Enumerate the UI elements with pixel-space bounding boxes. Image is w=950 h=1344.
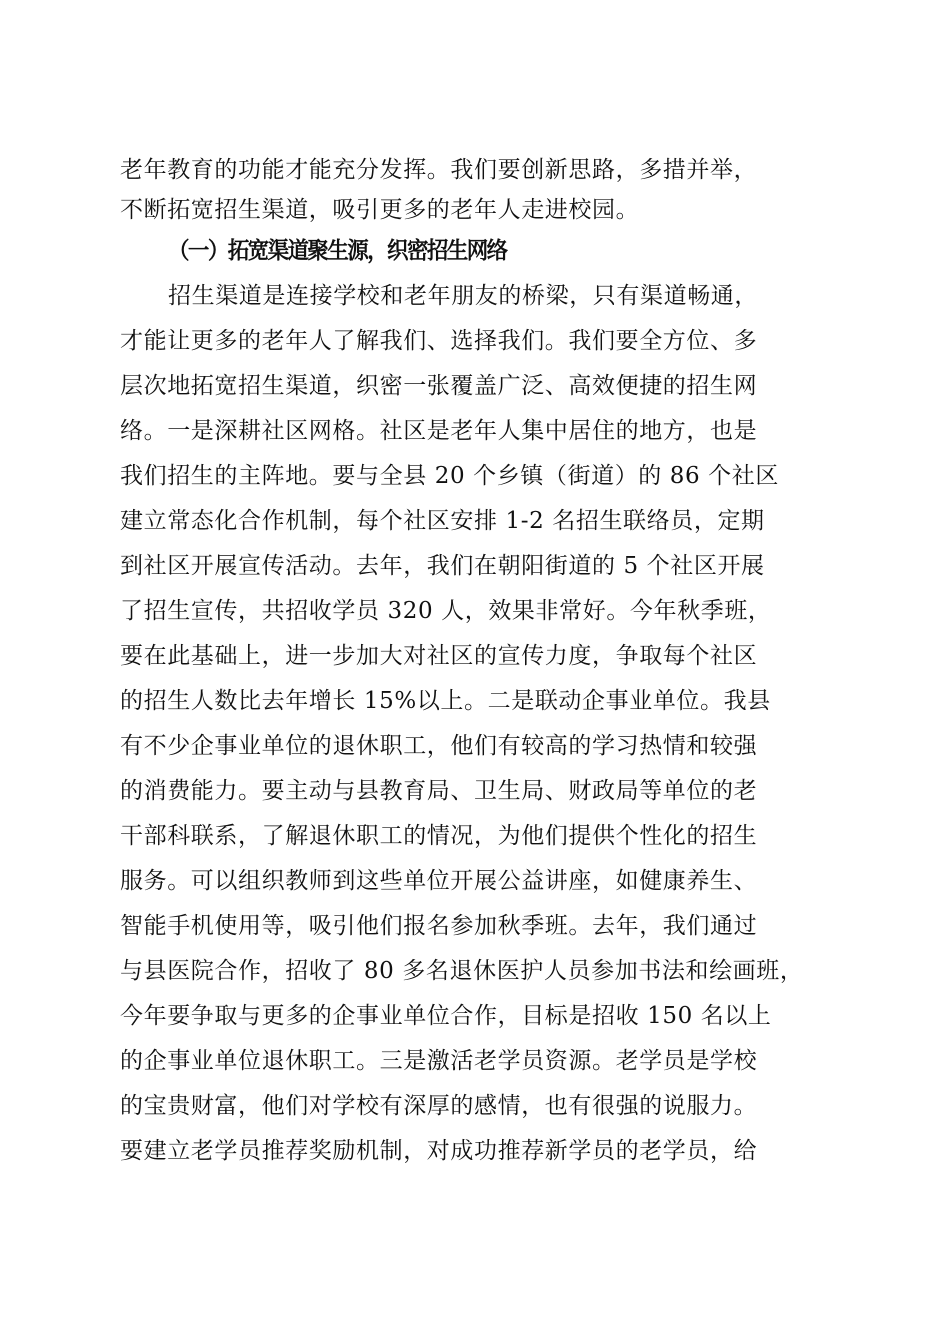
text-line-4: 招生渠道是连接学校和老年朋友的桥梁，只有渠道畅通，: [168, 283, 758, 309]
text-line-19: 与县医院合作，招收了 80 多名退休医护人员参加书法和绘画班，: [120, 958, 804, 984]
section-heading: （一）拓宽渠道聚生源，织密招生网络: [168, 237, 507, 264]
text-line-15: 的消费能力。要主动与县教育局、卫生局、财政局等单位的老: [120, 778, 758, 804]
text-line-12: 要在此基础上，进一步加大对社区的宣传力度，争取每个社区: [120, 643, 758, 669]
text-line-16: 干部科联系，了解退休职工的情况，为他们提供个性化的招生: [120, 823, 758, 849]
text-line-11: 了招生宣传，共招收学员 320 人，效果非常好。今年秋季班，: [120, 598, 772, 624]
text-line-10: 到社区开展宣传活动。去年，我们在朝阳街道的 5 个社区开展: [120, 553, 765, 579]
text-line-20: 今年要争取与更多的企事业单位合作，目标是招收 150 名以上: [120, 1003, 772, 1029]
text-line-22: 的宝贵财富，他们对学校有深厚的感情，也有很强的说服力。: [120, 1093, 758, 1119]
text-line-14: 有不少企事业单位的退休职工，他们有较高的学习热情和较强: [120, 733, 758, 759]
text-line-7: 络。一是深耕社区网格。社区是老年人集中居住的地方，也是: [120, 418, 758, 444]
text-line-2: 不断拓宽招生渠道，吸引更多的老年人走进校园。: [120, 197, 640, 223]
text-line-17: 服务。可以组织教师到这些单位开展公益讲座，如健康养生、: [120, 868, 758, 894]
text-line-21: 的企事业单位退休职工。三是激活老学员资源。老学员是学校: [120, 1048, 758, 1074]
text-line-5: 才能让更多的老年人了解我们、选择我们。我们要全方位、多: [120, 328, 758, 354]
text-line-8: 我们招生的主阵地。要与全县 20 个乡镇（街道）的 86 个社区: [120, 463, 779, 489]
text-line-13: 的招生人数比去年增长 15%以上。二是联动企事业单位。我县: [120, 688, 771, 714]
text-line-6: 层次地拓宽招生渠道，织密一张覆盖广泛、高效便捷的招生网: [120, 373, 758, 399]
text-line-9: 建立常态化合作机制，每个社区安排 1-2 名招生联络员，定期: [120, 508, 765, 534]
text-line-1: 老年教育的功能才能充分发挥。我们要创新思路，多措并举，: [120, 157, 758, 183]
text-line-18: 智能手机使用等，吸引他们报名参加秋季班。去年，我们通过: [120, 913, 758, 939]
text-line-23: 要建立老学员推荐奖励机制，对成功推荐新学员的老学员，给: [120, 1138, 758, 1164]
